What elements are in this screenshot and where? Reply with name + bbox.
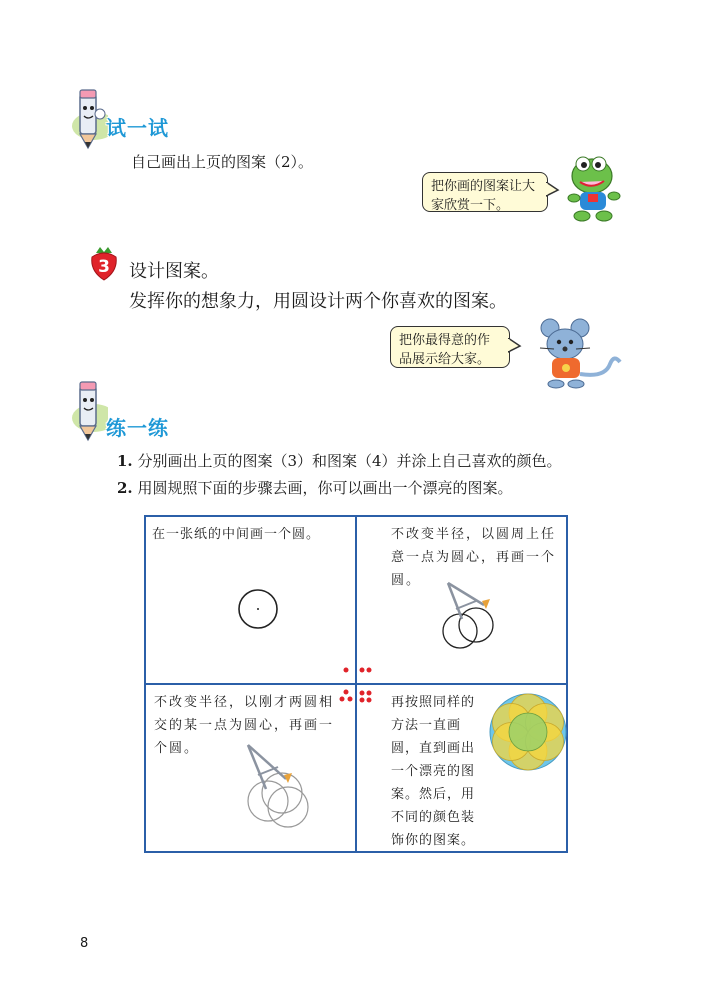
step-4-dots-icon xyxy=(358,689,374,705)
try-section-badge xyxy=(68,86,188,156)
step-1-dot-icon xyxy=(342,666,352,676)
grid-divider-horizontal xyxy=(146,683,566,685)
mouse-mascot-icon xyxy=(530,318,622,390)
step-2-compass-icon xyxy=(436,581,506,653)
practice-item-text: 用圆规照下面的步骤去画，你可以画出一个漂亮的图案。 xyxy=(137,479,513,497)
step-3-text: 不改变半径，以刚才两圆相交的某一点为圆心，再画一个圆。 xyxy=(154,695,335,756)
step-3-compass-icon xyxy=(232,743,318,831)
try-section-title: 试一试 xyxy=(106,116,169,140)
task3-number: 3 xyxy=(98,257,110,277)
practice-item-1 xyxy=(117,450,562,471)
task3-bubble-text: 把你最得意的作品展示给大家。 xyxy=(399,333,491,367)
task3-instruction: 发挥你的想象力，用圆设计两个你喜欢的图案。 xyxy=(129,291,507,312)
page-number: 8 xyxy=(80,936,89,951)
bubble-tail-icon xyxy=(546,182,560,198)
practice-item-text: 分别画出上页的图案（3）和图案（4）并涂上自己喜欢的颜色。 xyxy=(137,452,562,470)
practice-section-title: 练一练 xyxy=(106,416,169,440)
pencil-mascot-icon xyxy=(68,86,108,152)
practice-section-badge xyxy=(68,378,188,448)
task3-speech-bubble xyxy=(390,326,510,368)
practice-item-number: 2. xyxy=(117,479,133,497)
bubble-tail-icon xyxy=(508,338,522,354)
strawberry-number-icon xyxy=(88,247,120,281)
try-speech-bubble xyxy=(422,172,548,212)
pencil-mascot-icon xyxy=(68,378,108,444)
step-3-dots-icon xyxy=(339,689,353,703)
practice-item-2 xyxy=(117,477,512,498)
try-bubble-text: 把你画的图案让大家欣赏一下。 xyxy=(431,179,536,213)
frog-mascot-icon xyxy=(566,150,622,224)
try-instruction: 自己画出上页的图案（2）。 xyxy=(131,153,314,171)
step-1-text: 在一张纸的中间画一个圆。 xyxy=(152,527,321,542)
steps-grid xyxy=(144,515,568,853)
flower-pattern-icon xyxy=(486,687,570,777)
task3-title: 设计图案。 xyxy=(129,261,219,282)
step-2-text: 不改变半径，以圆周上任意一点为圆心，再画一个圆。 xyxy=(391,527,557,588)
step-2-dots-icon xyxy=(358,664,374,676)
practice-item-number: 1. xyxy=(117,452,133,470)
step-4-text: 再按照同样的方法一直画圆，直到画出一个漂亮的图案。然后，用不同的颜色装饰你的图案。 xyxy=(391,695,476,848)
step-1-circle-icon xyxy=(236,587,280,631)
